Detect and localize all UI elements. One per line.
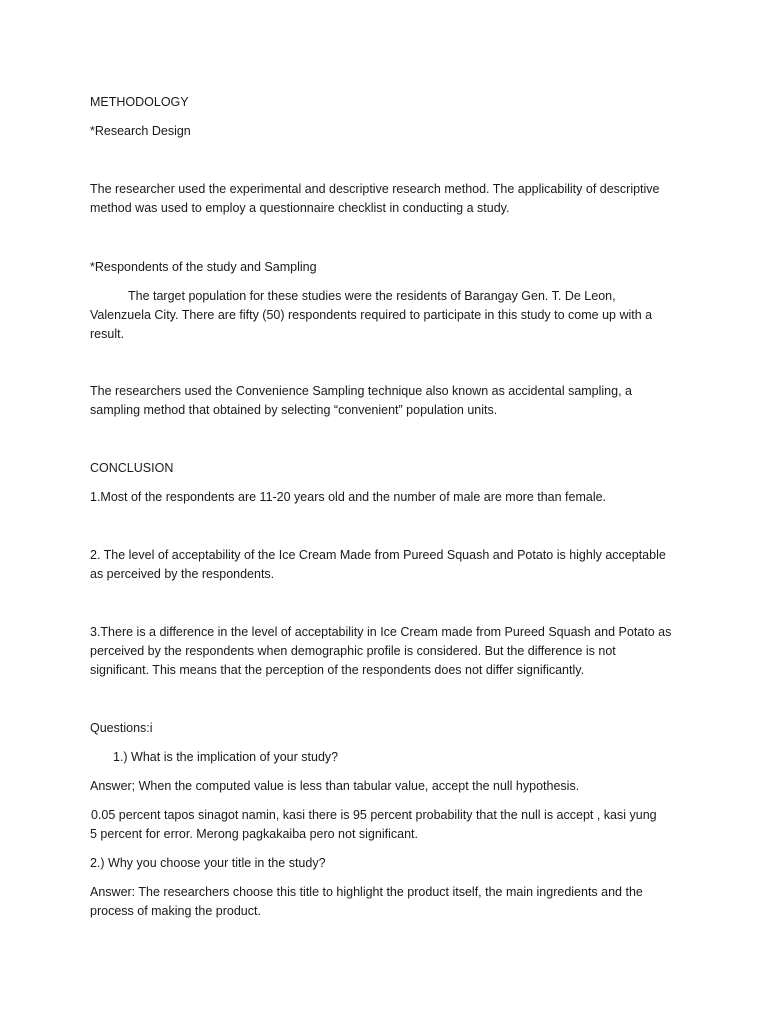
conclusion-item: perceived by the respondents when demographic profile is considered. But the difference is not bbox=[90, 644, 616, 658]
answer-text: process of making the product. bbox=[90, 904, 261, 918]
research-design-paragraph-line: The researcher used the experimental and descriptive research method. The applicability of descriptive bbox=[90, 182, 660, 196]
answer-text: 0.05 percent tapos sinagot namin, kasi there is 95 percent probability that the null is accept , kasi yung bbox=[91, 808, 657, 822]
question-item: 2.) Why you choose your title in the study? bbox=[90, 856, 326, 870]
methodology-heading: METHODOLOGY bbox=[90, 95, 189, 109]
question-item: 1.) What is the implication of your study? bbox=[113, 750, 339, 764]
sampling-paragraph-line: sampling method that obtained by selecting “convenient” population units. bbox=[90, 403, 498, 417]
conclusion-item: 3.There is a difference in the level of acceptability in Ice Cream made from Pureed Squash and Potato as bbox=[90, 625, 672, 639]
research-design-paragraph-line: method was used to employ a questionnaire checklist in conducting a study. bbox=[90, 201, 510, 215]
answer-text: Answer: The researchers choose this title to highlight the product itself, the main ingredients and the bbox=[90, 885, 643, 899]
conclusion-item: as perceived by the respondents. bbox=[90, 567, 275, 581]
answer-text: Answer; When the computed value is less than tabular value, accept the null hypothesis. bbox=[90, 779, 580, 793]
answer-text: 5 percent for error. Merong pagkakaiba pero not significant. bbox=[90, 827, 418, 841]
research-design-heading: *Research Design bbox=[90, 124, 191, 138]
conclusion-item: significant. This means that the perception of the respondents does not differ significantly. bbox=[90, 663, 585, 677]
respondents-paragraph-line: Valenzuela City. There are fifty (50) respondents required to participate in this study to come up with a bbox=[90, 308, 653, 322]
questions-heading: Questions:i bbox=[90, 721, 153, 735]
conclusion-heading: CONCLUSION bbox=[90, 461, 174, 475]
respondents-paragraph-line: result. bbox=[90, 327, 125, 341]
conclusion-item: 1.Most of the respondents are 11-20 years old and the number of male are more than female. bbox=[90, 490, 607, 504]
respondents-heading: *Respondents of the study and Sampling bbox=[90, 260, 317, 274]
respondents-paragraph-line: The target population for these studies were the residents of Barangay Gen. T. De Leon, bbox=[128, 289, 616, 303]
conclusion-item: 2. The level of acceptability of the Ice Cream Made from Pureed Squash and Potato is highly acceptable bbox=[90, 548, 666, 562]
sampling-paragraph-line: The researchers used the Convenience Sampling technique also known as accidental sampling, a bbox=[90, 384, 632, 398]
